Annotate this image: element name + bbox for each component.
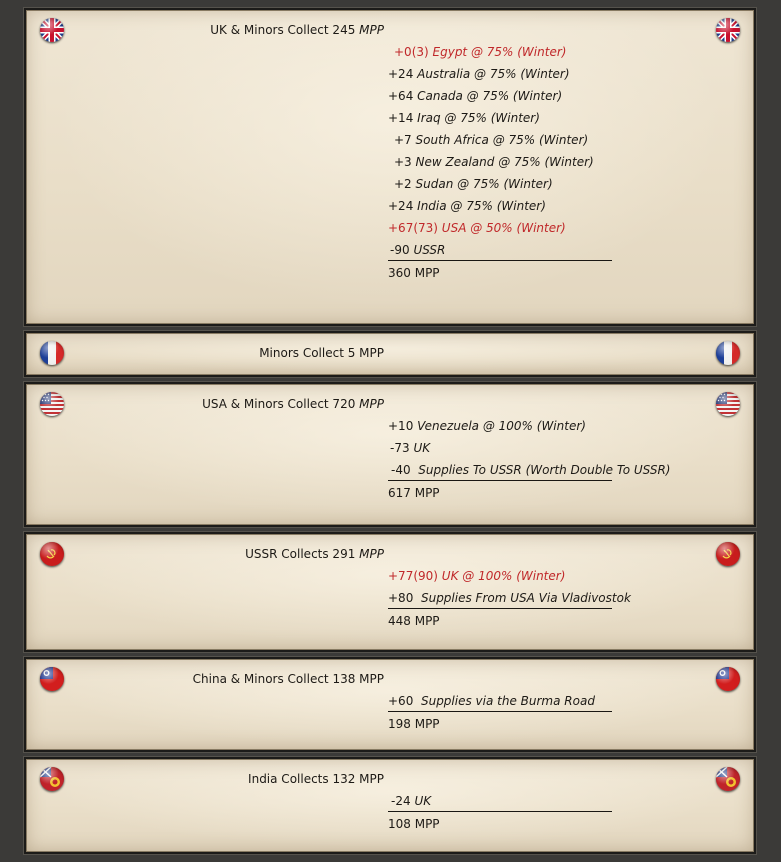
mpp-line-item xyxy=(388,67,570,81)
line-amount: -24 xyxy=(391,794,411,808)
france-flag-icon xyxy=(40,341,64,365)
line-description: USSR xyxy=(413,243,446,257)
mpp-line-item xyxy=(388,133,588,147)
line-amount: +3 xyxy=(394,155,412,169)
line-amount: +64 xyxy=(388,89,414,103)
mpp-line-item xyxy=(388,177,553,191)
line-description: Australia @ 75% (Winter) xyxy=(417,67,570,81)
panel-france xyxy=(24,331,756,377)
sum-divider xyxy=(388,711,612,712)
mpp-line-item xyxy=(388,441,430,455)
panel-title xyxy=(245,547,384,561)
line-amount: +0(3) xyxy=(394,45,429,59)
line-description: Egypt @ 75% (Winter) xyxy=(432,45,567,59)
ussr-flag-icon xyxy=(40,542,64,566)
unit-label: MPP xyxy=(359,397,384,411)
line-amount: +7 xyxy=(394,133,412,147)
china-flag-icon xyxy=(40,667,64,691)
ussr-flag-icon xyxy=(716,542,740,566)
line-amount: +24 xyxy=(388,67,414,81)
mpp-line-item xyxy=(388,463,670,477)
line-description: UK xyxy=(413,441,431,455)
sum-divider xyxy=(388,260,612,261)
line-description: Iraq @ 75% (Winter) xyxy=(417,111,540,125)
total-mpp: 198 MPP xyxy=(388,717,440,731)
line-description: Supplies To USSR (Worth Double To USSR) xyxy=(414,463,671,477)
line-amount: -40 xyxy=(391,463,411,477)
panel-india xyxy=(24,757,756,854)
line-amount: +10 xyxy=(388,419,414,433)
collect-amount: China & Minors Collect 138 MPP xyxy=(192,672,384,686)
collect-amount: USA & Minors Collect 720 xyxy=(202,397,356,411)
line-description: India @ 75% (Winter) xyxy=(417,199,546,213)
mpp-line-item xyxy=(388,45,566,59)
china-flag-icon xyxy=(716,667,740,691)
india-flag-icon xyxy=(716,767,740,791)
mpp-line-item xyxy=(388,694,595,708)
line-amount: -73 xyxy=(390,441,410,455)
sum-divider xyxy=(388,480,612,481)
panel-uk xyxy=(24,8,756,326)
sum-divider xyxy=(388,811,612,812)
mpp-line-item xyxy=(388,569,565,583)
collect-amount: Minors Collect 5 MPP xyxy=(259,346,384,360)
line-description: UK @ 100% (Winter) xyxy=(441,569,566,583)
line-description: Sudan @ 75% (Winter) xyxy=(415,177,553,191)
line-amount: +80 xyxy=(388,591,414,605)
panel-china xyxy=(24,657,756,752)
line-description: New Zealand @ 75% (Winter) xyxy=(415,155,594,169)
mpp-line-item xyxy=(388,155,594,169)
line-amount: +60 xyxy=(388,694,414,708)
line-description: South Africa @ 75% (Winter) xyxy=(415,133,589,147)
mpp-line-item xyxy=(388,111,540,125)
panel-title xyxy=(259,346,384,360)
mpp-line-item xyxy=(388,199,546,213)
sum-divider xyxy=(388,608,612,609)
mpp-line-item xyxy=(388,794,431,808)
line-amount: +24 xyxy=(388,199,414,213)
panel-usa xyxy=(24,382,756,527)
line-amount: -90 xyxy=(390,243,410,257)
panel-title xyxy=(193,672,384,686)
usa-flag-icon xyxy=(716,392,740,416)
panel-title xyxy=(210,23,384,37)
total-mpp: 360 MPP xyxy=(388,266,440,280)
line-description: UK xyxy=(414,794,432,808)
mpp-line-item xyxy=(388,591,631,605)
total-mpp: 448 MPP xyxy=(388,614,440,628)
panel-title xyxy=(248,772,384,786)
mpp-line-item xyxy=(388,89,562,103)
collect-amount: India Collects 132 MPP xyxy=(248,772,384,786)
unit-label: MPP xyxy=(359,547,384,561)
mpp-line-item xyxy=(388,221,566,235)
usa-flag-icon xyxy=(40,392,64,416)
uk-flag-icon xyxy=(716,18,740,42)
line-description: Venezuela @ 100% (Winter) xyxy=(417,419,586,433)
line-amount: +2 xyxy=(394,177,412,191)
total-mpp: 108 MPP xyxy=(388,817,440,831)
line-amount: +67(73) xyxy=(388,221,438,235)
total-mpp: 617 MPP xyxy=(388,486,440,500)
collect-amount: UK & Minors Collect 245 xyxy=(210,23,356,37)
france-flag-icon xyxy=(716,341,740,365)
line-description: Supplies via the Burma Road xyxy=(417,694,595,708)
india-flag-icon xyxy=(40,767,64,791)
line-description: Supplies From USA Via Vladivostok xyxy=(417,591,631,605)
collect-amount: USSR Collects 291 xyxy=(245,547,356,561)
line-description: Canada @ 75% (Winter) xyxy=(417,89,563,103)
line-amount: +14 xyxy=(388,111,414,125)
line-amount: +77(90) xyxy=(388,569,438,583)
panel-ussr xyxy=(24,532,756,652)
uk-flag-icon xyxy=(40,18,64,42)
mpp-line-item xyxy=(388,419,586,433)
mpp-line-item xyxy=(388,243,445,257)
panel-title xyxy=(202,397,384,411)
line-description: USA @ 50% (Winter) xyxy=(441,221,566,235)
unit-label: MPP xyxy=(359,23,384,37)
